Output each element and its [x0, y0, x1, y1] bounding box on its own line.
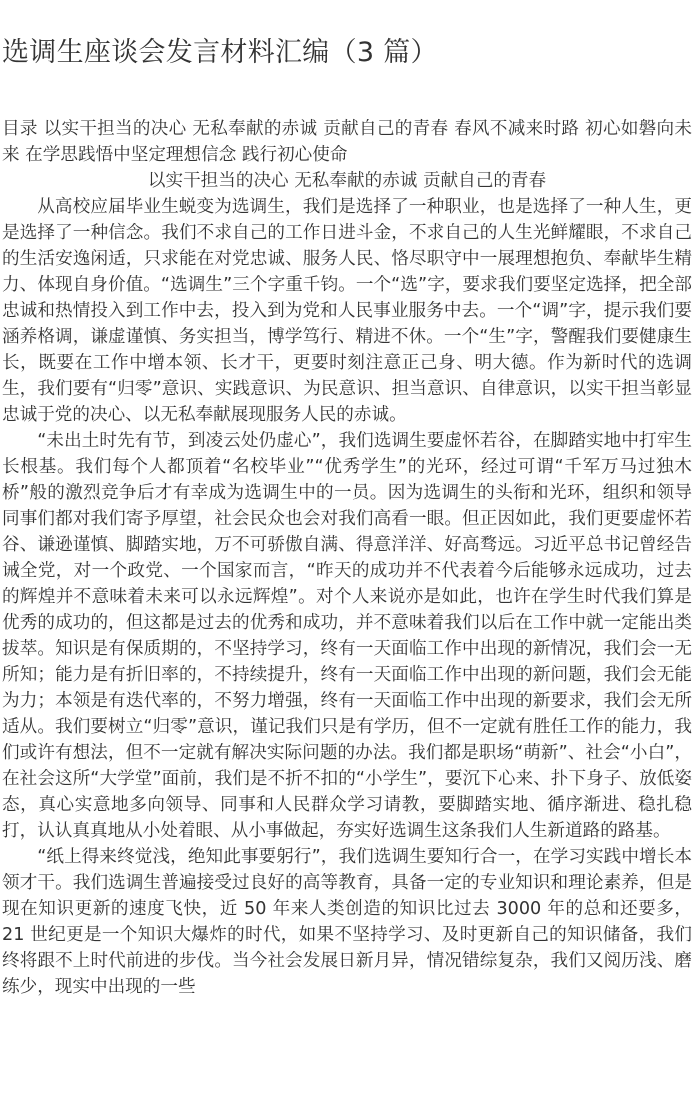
section-heading: 以实干担当的决心 无私奉献的赤诚 贡献自己的青春	[147, 171, 547, 191]
document-title: 选调生座谈会发言材料汇编（3 篇）	[2, 37, 438, 68]
body-paragraph: “未出土时先有节，到凌云处仍虚心”，我们选调生要虚怀若谷，在脚踏实地中打牢生长根基。我们每个人都顶着“名校毕业”“优秀学生”的光环，经过可谓“千军万马过独木桥”般的激烈竞争后才有幸成为选调生中的一员。因为选调生的头衔和光环，组织和领导同事们都对我们寄予厚望，社会民众也会对我们高看一眼。但正因如此，我们更要虚怀若谷、谦逊谨慎、脚踏实地，万不可骄傲自满、得意洋洋、好高骛远。习近平总书记曾经告诫全党，对一个政党、一个国家而言，“昨天的成功并不代表着今后能够永远成功，过去的辉煌并不意味着未来可以永远辉煌”。对个人来说亦是如此，也许在学生时代我们算是优秀的成功的，但这都是过去的优秀和成功，并不意味着我们以后在工作中就一定能出类拔萃。知识是有保质期的，不坚持学习，终有一天面临工作中出现的新情况，我们会一无所知；能力是有折旧率的，不持续提升，终有一天面临工作中出现的新问题，我们会无能为力；本领是有迭代率的，不努力增强，终有一天面临工作中出现的新要求，我们会无所适从。我们要树立“归零”意识，谨记我们只是有学历，但不一定就有胜任工作的能力，我们或许有想法，但不一定就有解决实际问题的办法。我们都是职场“萌新”、社会“小白”，在社会这所“大学堂”面前，我们是不折不扣的“小学生”，要沉下心来、扑下身子、放低姿态，真心实意地多向领导、同事和人民群众学习请教，要脚踏实地、循序渐进、稳扎稳打，认认真真地从小处着眼、从小事做起，夯实好选调生这条我们人生新道路的路基。	[2, 431, 692, 841]
body-paragraph: 从高校应届毕业生蜕变为选调生，我们是选择了一种职业，也是选择了一种人生，更是选择了一种信念。我们不求自己的工作日进斗金，不求自己的人生光鲜耀眼，不求自己的生活安逸闲适，只求能在对党忠诚、服务人民、恪尽职守中一展理想抱负、奉献毕生精力、体现自身价值。“选调生”三个字重千钧。一个“选”字，要求我们要坚定选择，把全部忠诚和热情投入到工作中去，投入到为党和人民事业服务中去。一个“调”字，提示我们要涵养格调，谦虚谨慎、务实担当，博学笃行、精进不休。一个“生”字，警醒我们要健康生长，既要在工作中增本领、长才干，更要时刻注意正己身、明大德。作为新时代的选调生，我们要有“归零”意识、实践意识、为民意识、担当意识、自律意识，以实干担当彰显忠诚于党的决心、以无私奉献展现服务人民的赤诚。	[2, 197, 692, 425]
table-of-contents: 目录 以实干担当的决心 无私奉献的赤诚 贡献自己的青春 春风不减来时路 初心如磐向未来 在学思践悟中坚定理想信念 践行初心使命	[2, 119, 692, 165]
document-body	[2, 116, 692, 1000]
body-paragraph: “纸上得来终觉浅，绝知此事要躬行”，我们选调生要知行合一，在学习实践中增长本领才干。我们选调生普遍接受过良好的高等教育，具备一定的专业知识和理论素养，但是现在知识更新的速度飞快，近 50 年来人类创造的知识比过去 3000 年的总和还要多，21 世纪更是一个知识大爆炸的时代，如果不坚持学习、及时更新自己的知识储备，我们终将跟不上时代前进的步伐。当今社会发展日新月异，情况错综复杂，我们又阅历浅、磨练少，现实中出现的一些	[2, 847, 692, 997]
